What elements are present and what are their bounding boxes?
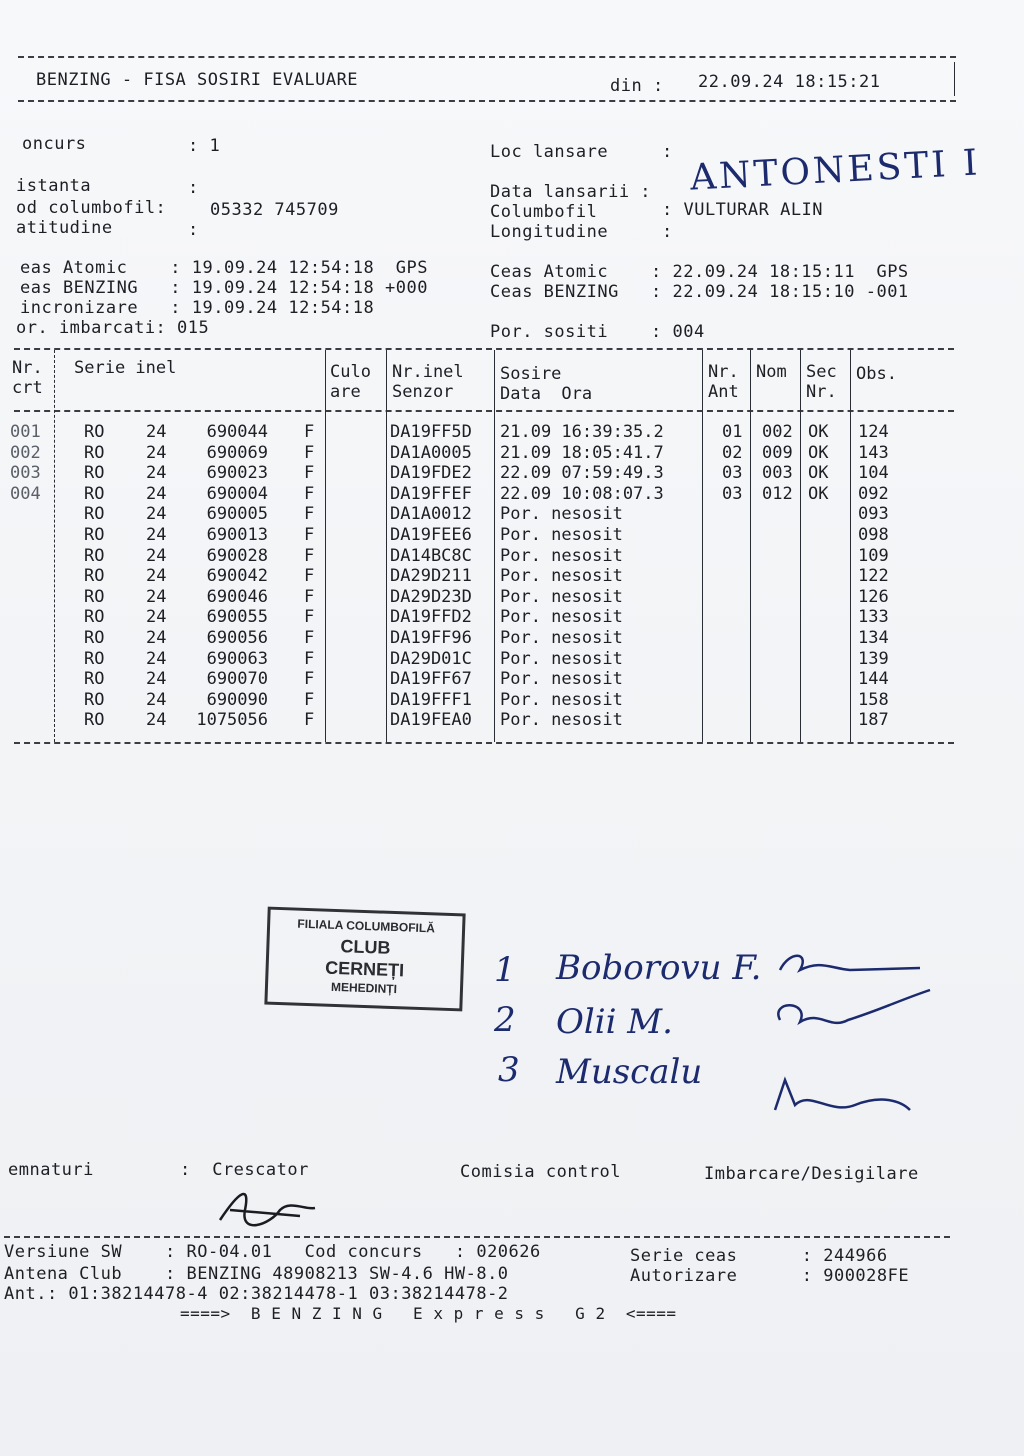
cell-an: 24: [146, 442, 167, 463]
cell-senzor: DA29D01C: [390, 648, 472, 669]
cell-tara: RO: [84, 442, 105, 463]
cell-nr-crt: 002: [10, 442, 41, 463]
cell-nr-crt: 003: [10, 463, 41, 484]
cell-senzor: DA19FEE6: [390, 525, 472, 545]
cell-sosire: Por. nesosit: [500, 566, 623, 587]
document-title: BENZING - FISA SOSIRI EVALUARE: [36, 70, 359, 90]
table-col-divider: [850, 350, 851, 742]
cell-inel: 690004: [206, 483, 268, 504]
ceas-atomic-start: eas Atomic : 19.09.24 12:54:18 GPS: [20, 258, 428, 278]
cell-inel: 690069: [206, 442, 268, 463]
cell-an: 24: [146, 504, 167, 525]
table-col-divider: [750, 350, 751, 742]
table-header-rule: [14, 410, 954, 412]
col-header-crt: crt: [12, 378, 43, 398]
cell-sosire: 22.09 07:59:49.3: [500, 463, 664, 484]
cell-obs: 126: [858, 586, 889, 607]
cell-obs: 139: [858, 648, 889, 669]
cell-sex: F: [304, 442, 315, 463]
cell-sec: OK: [808, 442, 829, 463]
cell-an: 24: [146, 669, 167, 690]
cell-sosire: Por. nesosit: [500, 689, 623, 710]
loc-lansare-handwritten: ANTONESTI I: [689, 142, 982, 199]
cell-tara: RO: [84, 669, 105, 690]
cell-an: 24: [146, 566, 167, 587]
crescator-label: : Crescator: [180, 1160, 309, 1180]
distanta-value: :: [188, 178, 199, 198]
cell-tara: RO: [84, 689, 105, 710]
cell-sex: F: [304, 525, 315, 545]
cell-tara: RO: [84, 586, 105, 607]
cell-an: 24: [146, 483, 167, 504]
header-right-border: [954, 62, 955, 96]
cell-tara: RO: [84, 463, 105, 484]
cell-senzor: DA19FF96: [390, 628, 472, 648]
cell-tara: RO: [84, 422, 105, 442]
col-header-serie: Serie inel: [74, 358, 177, 378]
footer-banner: ====> B E N Z I N G E x p r e s s G 2 <====: [180, 1304, 677, 1323]
cell-inel: 690070: [206, 669, 268, 690]
print-date: 22.09.24 18:15:21: [698, 72, 881, 92]
cell-ant: 01: [722, 422, 743, 442]
sincronizare: incronizare : 19.09.24 12:54:18: [20, 298, 375, 318]
cell-sex: F: [304, 607, 315, 628]
col-header-obs: Obs.: [856, 364, 897, 384]
cell-nom: 002: [762, 422, 793, 442]
concurs-value: : 1: [188, 136, 221, 156]
cod-columbofil-value: 05332 745709: [210, 200, 339, 220]
stamp-line-1: FILIALA COLUMBOFILĂ: [297, 916, 436, 936]
table-col-divider: [325, 350, 326, 742]
cell-inel: 690005: [206, 504, 268, 525]
cell-obs: 092: [858, 483, 889, 504]
col-header-senzor: Nr.inel: [392, 362, 464, 382]
cell-sosire: Por. nesosit: [500, 628, 623, 648]
cell-inel: 690056: [206, 628, 268, 648]
cell-sosire: Por. nesosit: [500, 525, 623, 545]
cell-senzor: DA29D23D: [390, 586, 472, 607]
cell-sex: F: [304, 710, 315, 731]
cell-an: 24: [146, 422, 167, 442]
cell-obs: 109: [858, 545, 889, 566]
latitudine-label: atitudine: [16, 218, 113, 238]
porumbei-sositi: Por. sositi : 004: [490, 322, 705, 342]
cell-tara: RO: [84, 545, 105, 566]
data-lansarii-label: Data lansarii :: [490, 182, 652, 202]
cell-sosire: Por. nesosit: [500, 545, 623, 566]
cell-sex: F: [304, 483, 315, 504]
columbofil-label: Columbofil: [490, 202, 598, 222]
cell-sosire: Por. nesosit: [500, 607, 623, 628]
semnaturi-label: emnaturi: [8, 1160, 94, 1180]
cell-sosire: 22.09 10:08:07.3: [500, 483, 664, 504]
table-col-divider: [800, 350, 801, 742]
longitudine-value: :: [662, 222, 673, 242]
ceas-benzing-start: eas BENZING : 19.09.24 12:54:18 +000: [20, 278, 428, 298]
col-header-ant: Nr.: [708, 362, 739, 382]
cell-obs: 158: [858, 689, 889, 710]
commission-signatures: [760, 940, 940, 1140]
commission-num-2: 2: [494, 1000, 516, 1040]
cell-tara: RO: [84, 628, 105, 648]
cell-obs: 143: [858, 442, 889, 463]
cell-senzor: DA19FFF1: [390, 689, 472, 710]
cell-sec: OK: [808, 463, 829, 484]
cell-sosire: 21.09 16:39:35.2: [500, 422, 664, 442]
cell-senzor: DA19FF67: [390, 669, 472, 690]
cell-inel: 690055: [206, 607, 268, 628]
commission-name-2: Olii M.: [556, 1002, 673, 1042]
table-col-divider: [494, 350, 495, 742]
cod-columbofil-label: od columbofil:: [16, 198, 167, 218]
cell-sec: OK: [808, 422, 829, 442]
date-label: din :: [610, 76, 664, 96]
cell-an: 24: [146, 689, 167, 710]
cell-tara: RO: [84, 566, 105, 587]
cell-senzor: DA1A0005: [390, 442, 472, 463]
cell-sex: F: [304, 586, 315, 607]
cell-sex: F: [304, 463, 315, 484]
cell-ant: 03: [722, 463, 743, 484]
stamp-line-3: CERNEȚI: [324, 957, 405, 981]
cell-obs: 133: [858, 607, 889, 628]
cell-sec: OK: [808, 483, 829, 504]
cell-sex: F: [304, 422, 315, 442]
col-header-data-ora: Data Ora: [500, 384, 593, 404]
cell-tara: RO: [84, 504, 105, 525]
header-bottom-rule: [18, 100, 956, 102]
footer-autorizare: Autorizare : 900028FE: [630, 1266, 910, 1286]
commission-name-1: Boborovu F.: [556, 948, 762, 988]
footer-versiune: Versiune SW : RO-04.01 Cod concurs : 020626: [4, 1242, 541, 1262]
col-header-sec: Sec: [806, 362, 837, 382]
cell-obs: 144: [858, 669, 889, 690]
concurs-label: oncurs: [22, 134, 87, 154]
cell-ant: 03: [722, 483, 743, 504]
columbofil-value: : VULTURAR ALIN: [662, 200, 824, 220]
col-header-ant-2: Ant: [708, 382, 739, 402]
cell-an: 24: [146, 586, 167, 607]
loc-lansare-value: :: [662, 142, 673, 162]
cell-inel: 690046: [206, 586, 268, 607]
col-header-senzor-2: Senzor: [392, 382, 454, 402]
cell-tara: RO: [84, 710, 105, 731]
col-header-sosire: Sosire: [500, 364, 562, 384]
col-header-nr: Nr.: [12, 358, 43, 378]
commission-name-3: Muscalu: [556, 1052, 703, 1092]
col-header-culoare: Culo: [330, 362, 371, 382]
imbarcare-label: Imbarcare/Desigilare: [704, 1164, 919, 1184]
cell-senzor: DA29D211: [390, 566, 472, 587]
porumbei-imbarcati: or. imbarcati: 015: [16, 318, 210, 338]
longitudine-label: Longitudine: [490, 222, 609, 242]
col-header-nom: Nom: [756, 362, 787, 382]
cell-senzor: DA14BC8C: [390, 545, 472, 566]
footer-antene: Ant.: 01:38214478-4 02:38214478-1 03:38214478-2: [4, 1284, 509, 1304]
cell-tara: RO: [84, 525, 105, 545]
cell-nom: 009: [762, 442, 793, 463]
cell-nom: 003: [762, 463, 793, 484]
comisia-label: Comisia control: [460, 1162, 622, 1182]
header-top-rule: [18, 56, 956, 58]
cell-sosire: Por. nesosit: [500, 710, 623, 731]
cell-ant: 02: [722, 442, 743, 463]
cell-senzor: DA19FFEF: [390, 483, 472, 504]
cell-sosire: Por. nesosit: [500, 669, 623, 690]
cell-inel: 1075056: [196, 710, 268, 731]
cell-senzor: DA19FFD2: [390, 607, 472, 628]
cell-an: 24: [146, 545, 167, 566]
cell-inel: 690028: [206, 545, 268, 566]
club-stamp: [264, 907, 465, 1012]
cell-inel: 690042: [206, 566, 268, 587]
stamp-line-4: MEHEDINȚI: [330, 979, 398, 997]
cell-sex: F: [304, 628, 315, 648]
cell-sosire: Por. nesosit: [500, 586, 623, 607]
cell-an: 24: [146, 648, 167, 669]
commission-num-1: 1: [494, 950, 516, 990]
cell-obs: 124: [858, 422, 889, 442]
col-header-sec-2: Nr.: [806, 382, 837, 402]
cell-sosire: 21.09 18:05:41.7: [500, 442, 664, 463]
cell-obs: 134: [858, 628, 889, 648]
ceas-atomic-end: Ceas Atomic : 22.09.24 18:15:11 GPS: [490, 262, 909, 282]
table-bottom-rule: [14, 742, 954, 744]
latitudine-value: :: [188, 220, 199, 240]
cell-senzor: DA19FDE2: [390, 463, 472, 484]
cell-sosire: Por. nesosit: [500, 648, 623, 669]
ceas-benzing-end: Ceas BENZING : 22.09.24 18:15:10 -001: [490, 282, 909, 302]
cell-obs: 098: [858, 525, 889, 545]
cell-senzor: DA19FF5D: [390, 422, 472, 442]
cell-inel: 690044: [206, 422, 268, 442]
cell-tara: RO: [84, 607, 105, 628]
distanta-label: istanta: [16, 176, 92, 196]
cell-tara: RO: [84, 648, 105, 669]
cell-nr-crt: 001: [10, 422, 41, 442]
cell-an: 24: [146, 525, 167, 545]
commission-num-3: 3: [498, 1050, 520, 1090]
cell-senzor: DA1A0012: [390, 504, 472, 525]
cell-sex: F: [304, 504, 315, 525]
cell-sex: F: [304, 689, 315, 710]
crescator-signature: [210, 1180, 320, 1240]
table-col-divider: [54, 350, 55, 742]
cell-obs: 187: [858, 710, 889, 731]
footer-top-rule: [4, 1236, 950, 1238]
cell-obs: 122: [858, 566, 889, 587]
table-col-divider: [386, 350, 387, 742]
cell-obs: 104: [858, 463, 889, 484]
cell-sex: F: [304, 545, 315, 566]
footer-serie-ceas: Serie ceas : 244966: [630, 1246, 888, 1266]
cell-obs: 093: [858, 504, 889, 525]
cell-inel: 690090: [206, 689, 268, 710]
stamp-line-2: CLUB: [340, 936, 391, 958]
cell-nom: 012: [762, 483, 793, 504]
cell-sex: F: [304, 566, 315, 587]
table-col-divider: [702, 350, 703, 742]
col-header-culoare-2: are: [330, 382, 361, 402]
cell-senzor: DA19FEA0: [390, 710, 472, 731]
table-top-rule: [14, 348, 954, 350]
cell-an: 24: [146, 628, 167, 648]
loc-lansare-label: Loc lansare: [490, 142, 609, 162]
cell-inel: 690023: [206, 463, 268, 484]
cell-inel: 690063: [206, 648, 268, 669]
cell-sosire: Por. nesosit: [500, 504, 623, 525]
cell-nr-crt: 004: [10, 483, 41, 504]
cell-an: 24: [146, 710, 167, 731]
cell-sex: F: [304, 648, 315, 669]
cell-tara: RO: [84, 483, 105, 504]
footer-antena: Antena Club : BENZING 48908213 SW-4.6 HW-8.0: [4, 1264, 509, 1284]
cell-an: 24: [146, 463, 167, 484]
cell-an: 24: [146, 607, 167, 628]
cell-inel: 690013: [206, 525, 268, 545]
cell-sex: F: [304, 669, 315, 690]
